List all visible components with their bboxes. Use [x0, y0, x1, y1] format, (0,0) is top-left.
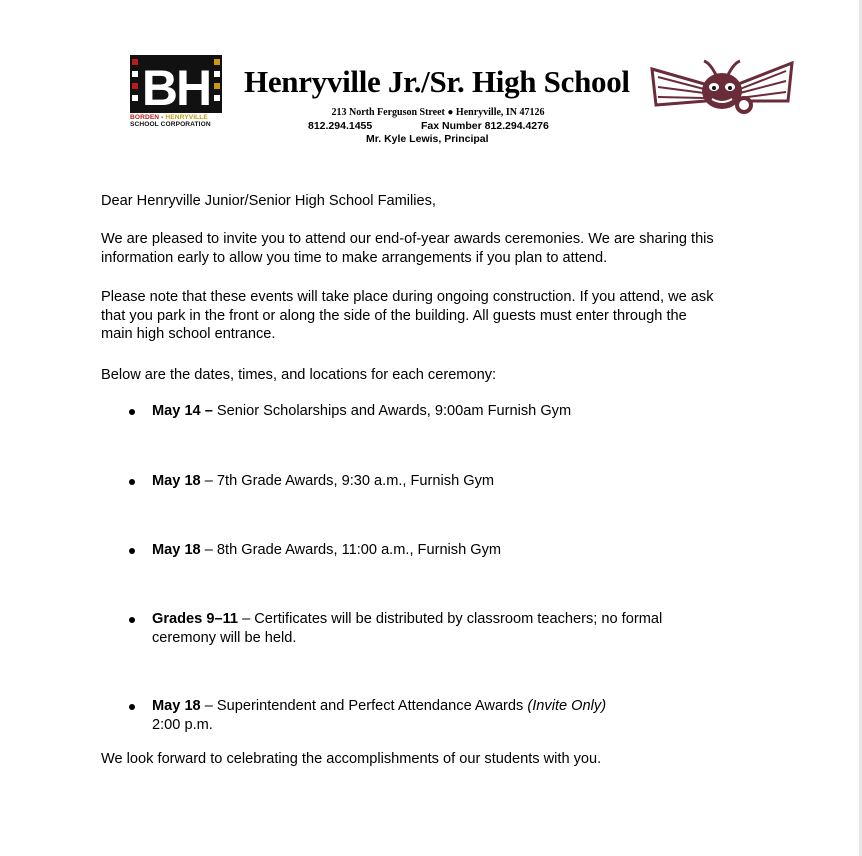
greeting: Dear Henryville Junior/Senior High School Families,: [101, 193, 436, 209]
event-description: – Superintendent and Perfect Attendance Awards: [200, 698, 528, 714]
logo-caption-corporation: SCHOOL CORPORATION: [130, 121, 211, 129]
event-note: (Invite Only): [527, 698, 607, 714]
event-description: Senior Scholarships and Awards, 9:00am Furnish Gym: [212, 403, 572, 419]
list-item-text: [152, 610, 742, 647]
hornet-mascot-icon: [648, 55, 796, 121]
paragraph-construction-line1: Please note that these events will take place during ongoing construction. If you attend, we ask: [101, 289, 714, 305]
school-phone: 812.294.1455: [308, 120, 373, 132]
letterhead: [0, 0, 862, 170]
closing: We look forward to celebrating the accomplishments of our students with you.: [101, 751, 602, 767]
paragraph-construction: [101, 288, 781, 344]
event-description: – Certificates will be distributed by classroom teachers; no formal: [238, 611, 663, 627]
paragraph-construction-line2: that you park in the front or along the side of the building. All guests must enter through the: [101, 307, 687, 324]
event-description: – 8th Grade Awards, 11:00 a.m., Furnish Gym: [200, 542, 502, 558]
event-date: May 18: [152, 698, 201, 714]
school-fax: Fax Number 812.294.4276: [421, 120, 549, 132]
paragraph-construction-line3: main high school entrance.: [101, 326, 276, 342]
logo-letters: BH: [141, 60, 211, 116]
list-item-text: [152, 697, 742, 734]
paragraph-list-intro: Below are the dates, times, and locations for each ceremony:: [101, 367, 497, 383]
logo-caption: [130, 114, 222, 129]
logo-caption-borden: BORDEN: [130, 114, 160, 121]
paragraph-invitation-line2: information early to allow you time to make arrangements if you plan to attend.: [101, 249, 608, 266]
event-date: May 14 –: [152, 403, 213, 419]
list-item-text: [152, 402, 742, 421]
bullet-icon: [129, 617, 135, 623]
event-description-continued: ceremony will be held.: [152, 629, 297, 646]
school-principal: Mr. Kyle Lewis, Principal: [366, 133, 489, 145]
event-date: Grades 9–11: [152, 611, 239, 627]
event-date: May 18: [152, 473, 201, 489]
list-item-text: [152, 541, 742, 560]
event-description: – 7th Grade Awards, 9:30 a.m., Furnish Gym: [200, 473, 495, 489]
bullet-icon: [129, 548, 135, 554]
paragraph-invitation-line1: We are pleased to invite you to attend our end-of-year awards ceremonies. We are sharing this: [101, 231, 714, 247]
event-time: 2:00 p.m.: [152, 716, 213, 733]
logo-caption-dash: -: [159, 114, 166, 121]
list-item-text: [152, 472, 742, 491]
bullet-icon: [129, 479, 135, 485]
bullet-icon: [129, 409, 135, 415]
paragraph-invitation: [101, 230, 781, 267]
logo-caption-henryville: HENRYVILLE: [165, 114, 208, 121]
school-name: Henryville Jr./Sr. High School: [244, 64, 630, 99]
event-date: May 18: [152, 542, 201, 558]
school-address: 213 North Ferguson Street ● Henryville, IN 47126: [331, 107, 545, 118]
bullet-icon: [129, 704, 135, 710]
